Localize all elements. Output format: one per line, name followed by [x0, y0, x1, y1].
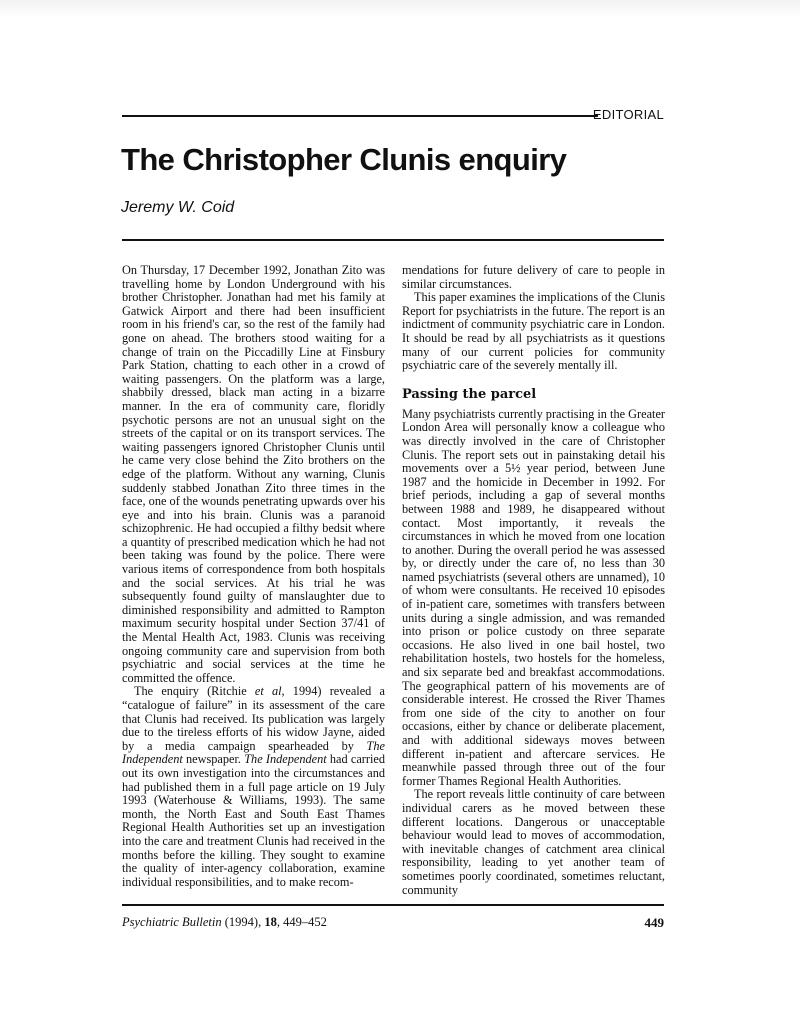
citation-etal: et al — [254, 684, 282, 699]
volume-number: 18 — [264, 915, 277, 929]
footer-citation — [122, 915, 327, 930]
paragraph: Many psychiatrists currently practising in the Greater London Area will personally know a colleague who was directly involved in the care of Christopher Clunis. The report sets out in painstaking detail his movements over a 5½ year period, between June 1987 and the homicide in December in 1992. For brief periods, including a gap of several months between 1988 and 1989, he disappeared without contact. Most importantly, it reveals the circumstances in which he moved from one location to another. During the overall period he was assessed by, or directly under the care of, no less than 30 named psychiatrists (several others are unnamed), 10 of whom were consultants. He received 10 episodes of in-patient care, sometimes with transfers between units during a single admission, and was remanded into prison or police custody on three separate occasions. He also lived in one bail hostel, two rehabilitation hostels, two hostels for the homeless, and six separate bed and breakfast accommodations. The geographical pattern of his movements are of considerable interest. He crossed the River Thames from one side of the city to another on four occasions, either by chance or deliberate placement, and with additional sideways moves between different in-patient and aftercare services. He meanwhile passed through three out of the four former Thames Regional Health Authorities. — [402, 406, 665, 788]
article-title: The Christopher Clunis enquiry — [121, 142, 567, 177]
paragraph: The report reveals little continuity of care between individual carers as he moved between these different locations. Dangerous or unacceptable behaviour would lead to moves of accommodation, with inevitable changes of catchment area clinical responsibility, leading to yet another team of sometimes poorly coordinated, sometimes reluctant, community — [402, 787, 665, 897]
header-rule — [122, 115, 598, 117]
section-label: EDITORIAL — [592, 107, 664, 122]
paragraph — [122, 685, 385, 889]
citation-year: (1994), — [221, 915, 265, 929]
scan-shading — [0, 0, 800, 18]
newspaper-name: The Independent — [244, 752, 327, 767]
section-heading: Passing the parcel — [402, 386, 537, 402]
footer-rule — [122, 904, 664, 906]
paragraph: This paper examines the implications of the Clunis Report for psychiatrists in the future. The report is an indictment of community psychiatric care in London. It should be read by all psychiatrists as it questions many of our current policies for community psychiatric care of the severely mentally ill. — [402, 290, 665, 373]
page-range: , 449–452 — [276, 915, 327, 929]
page-number: 449 — [644, 915, 664, 930]
left-column — [122, 264, 385, 889]
text-run: newspaper. — [182, 752, 245, 767]
paragraph: mendations for future delivery of care to people in similar circumstances. — [402, 263, 665, 291]
right-column — [402, 264, 665, 897]
title-rule — [122, 239, 664, 241]
author-name: Jeremy W. Coid — [121, 199, 235, 216]
text-run: had carried out its own investigation into the circumstances and had published them in a full page article on 19 July 1993 (Waterhouse & Williams, 1993). The same month, the North East and South East Thames Regional Health Authorities set up an investigation into the care and treatment Clunis had received in the months before the killing. They sought to examine the quality of inter-agency collaboration, examine individual responsibilities, and to make recom- — [122, 752, 386, 889]
journal-name: Psychiatric Bulletin — [122, 915, 222, 929]
text-run: , 1994) revealed a “catalogue of failure” in its assessment of the care that Clunis had received. Its publication was largely due to the tireless efforts of his widow Jayne, aided by a media campaign spearheaded by — [122, 684, 385, 753]
text-run: The enquiry (Ritchie — [134, 684, 255, 699]
newspaper-name: The Independent — [122, 738, 385, 767]
paragraph: On Thursday, 17 December 1992, Jonathan Zito was travelling home by London Underground with his brother Christopher. Jonathan had met his family at Gatwick Airport and there had been insufficient room in his friend's car, so the rest of the family had gone on ahead. The brothers stood waiting for a change of train on the Piccadilly Line at Finsbury Park Station, chatting to each other in a crowd of waiting passengers. On the platform was a large, shabbily dressed, black man acting in a bizarre manner. In the era of community care, floridly psychotic persons are not an unusual sight on the streets of the capital or on its transport services. The waiting passengers ignored Christopher Clunis until he came very close behind the Zito brothers on the edge of the platform. Without any warning, Clunis suddenly stabbed Jonathan Zito three times in the face, one of the wounds penetrating upwards over his eye and into his brain. Clunis was a paranoid schizophrenic. He had occupied a filthy bedsit where a quantity of prescribed medication which he had not been taking was found by the police. There were various items of correspondence from both hospitals and the social services. At his trial he was subsequently found guilty of manslaughter due to diminished responsibility and admitted to Rampton maximum security hospital under Section 37/41 of the Mental Health Act, 1983. Clunis was receiving ongoing community care and supervision from both psychiatric and social services at the time he committed the offence. — [122, 263, 385, 685]
